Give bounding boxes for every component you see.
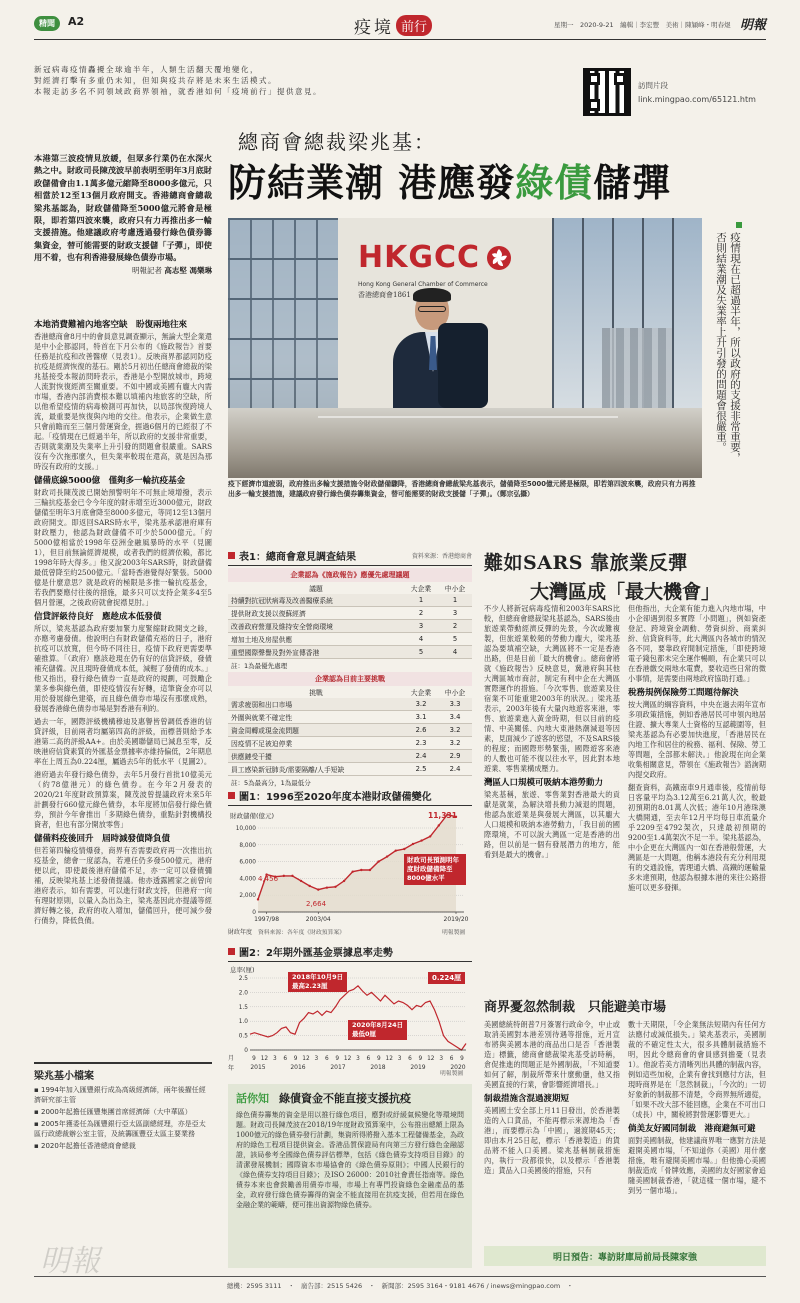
x-tick-label: 1997/98 (254, 916, 280, 923)
data-point (369, 869, 371, 871)
right-column-a (484, 604, 620, 994)
axis-unit-label: 財政儲備(億元) (230, 812, 275, 820)
y-tick-label: 1.0 (238, 1019, 248, 1026)
paragraph: 按大灣區的綱容資料，中央在過去兩年宣布多項政策措施，例如香港居民可申領內地居住證、擴大專業人士資格的互認範圍等，但梁兆基認為有必要加快進度，「香港居民在內地工作和居住的稅務、福利、保險、勞工等問題，全部都未解決。」他說現在向企業收集相關意見，帶領在《施政報告》諮詢期內提交政府。 (628, 700, 766, 779)
intro-line: 新冠病毒疫情轟擾全球逾半年，人類生活翻天覆地變化， (34, 65, 259, 74)
paragraph: 財政司長陳茂波已開始預警明年不可無止境增撥，表示三輪抗疫基金已令今年度的財赤增至近3000億元，財政儲備至明年3月底會降至8000多億元，等同12至13個月政府開支。即返回SARS時水平，梁兆基承認港府庫有財政壓力，他認為財政儲備不可少於5000億元。「約5000億相當於1998年亞洲金融風暴時的水平（見圖1），但目前無論經濟規模，或者我們的經濟依賴，都比1998年時大得多。」他又說2003年SARS時，財政儲備最低曾降至約2500億元。「當時香港覺得好緊張。5000億是什麼意思？就是政府的極限是多推一輪抗疫基金，若我們要應付往後的措施，最多只可以支持企業多4至5個月營運，之後政府就會捉襟見肘。」 (34, 488, 212, 607)
month-tick-label: 9 (460, 1056, 464, 1062)
photo-caption: 疫下經濟市道疲弱，政府推出多輪支援措施令財政儲備驟降，香港總商會總裁梁兆基表示，儲備降至5000億元將是極限，即若第四波來襲，政府只有力再推出多一輪支援措施，建議政府發行綠色債券籌集資金，替可能需要的財政支援儲「子彈」。（鄭宗弘攝） (228, 480, 696, 498)
data-label: 4,456 (258, 875, 279, 883)
data-point (412, 843, 414, 845)
y-tick-label: 2.0 (238, 990, 248, 997)
byline-label: 明報記者 (131, 265, 162, 275)
month-tick-label: 3 (356, 1056, 360, 1062)
data-label: 11,331 (428, 811, 457, 820)
paragraph: 美國國土安全部上月11日發出，於香港製造的入口貨品，不能再標示來源地為「香港」，而要標示為「中國」，過渡期45天；即由本月25日起，標示「香港製造」的貨品將不能入口美國。梁兆基稱制裁措施內，執行一段都很快，以及標示「香港製造」貨品入口美國後的措施，只有 (484, 1106, 620, 1175)
right-column-d (628, 1020, 766, 1242)
end-callout: 0.224厘 (428, 972, 465, 984)
column-header: 中小企 (444, 689, 466, 697)
table-row: 提供財政支援以復蘇經濟 2 3 (228, 607, 472, 620)
paragraph: 香港總商會8月中的會員意見調查顯示，無論大型企業還是中小企都認同，特首在下月公布的《施政報告》首要任務是抗疫和改善醫療（見表1）。反映商界都認同防疫抗疫是經濟恢復的基石。剛於5月初出任總商會總裁的梁兆基接受本報訪問時表示，香港是小型開放城市，跨境人流對恢復經濟至關重要。不如中國或美國有龐大內需市場，香港內部消費根本難以填補內地旅客的空缺，所以他希望疫情的病毒檢測可再加快，以局部恢復跨境人流，最重要是恢復與內地的交往。他表示，企業做生意只會前瞻而至三個月營運資金，捱過6個月的已經很了不起。「疫情現在已經過半年，所以政府的支援非常重要，否則就業潮及失業率上升引發的問題會很嚴重。SARS沒有今次拖那麼久，但失業率較現在還高，就是因為那時沒有政府的支援。」 (34, 332, 212, 471)
data-label: 2,664 (306, 900, 327, 908)
right-column-b (628, 604, 766, 994)
headline-part-c: 儲彈 (593, 160, 672, 205)
headline-part-a: 防結業潮 港應發 (228, 160, 516, 205)
table-1-subtitle: 企業認為目前主要挑戰 (228, 672, 472, 686)
month-tick-label: 12 (385, 1056, 393, 1062)
column-header: 挑戰 (309, 689, 323, 697)
figure-credit: 明報製圖 (442, 930, 466, 936)
right-headline (484, 548, 766, 604)
page-meta: 星期一 2020-9-21 編輯｜李宏豐 美術｜陳穎峰・明春煜 (554, 21, 731, 29)
byline-names: 高志堅 馮樂琳 (164, 265, 212, 275)
month-tick-label: 6 (366, 1056, 371, 1062)
data-point (420, 839, 422, 841)
month-tick-label: 12 (427, 1056, 435, 1062)
peak-callout: 2018年10月9日 最高2.23厘 (288, 972, 347, 992)
month-tick-label: 3 (439, 1056, 444, 1062)
data-point (429, 835, 431, 837)
y-tick-label: 6,000 (239, 859, 256, 866)
year-tick-label: 2020 (450, 1064, 466, 1071)
section-badge: 精聞 (34, 16, 60, 31)
table-1-challenges (228, 686, 472, 776)
subhead: 儲備底線5000億 僅夠多一輪抗疫基金 (34, 476, 186, 486)
x-axis-year-label: 年 (228, 1065, 235, 1072)
table-note: 註：5為最高分，1為最低分 (231, 779, 311, 787)
month-tick-label: 3 (272, 1056, 277, 1062)
x-tick-label: 2003/04 (305, 916, 331, 923)
figure-credit: 明報製圖 (440, 1071, 464, 1076)
month-tick-label: 6 (449, 1056, 454, 1062)
data-point (300, 880, 302, 882)
page-footer (34, 1276, 766, 1290)
page-number: A2 (68, 15, 85, 28)
figure-source: 資料來源：各年度《財政預算案》 (258, 930, 345, 936)
lead-paragraph (34, 152, 212, 277)
paragraph: 美國總統特朗普7月簽署行政命令，中止或取消美國對本港差別待遇等措施，近月宣布將與美國本港的商品出口是否「香港製造」標籤，總商會總裁梁兆基受訪時稱，倉促推進的問題正是外國制裁，「不知道要如何了解，制裁所帶來什麼動盪，他又指美國直接的行業，會影響經濟增長。」 (484, 1020, 620, 1089)
intro-blurb (34, 64, 454, 97)
tomorrow-banner (484, 1246, 766, 1266)
month-tick-label: 12 (302, 1056, 310, 1062)
paragraph: 過去一年，國際評級機構穆迪及惠譽皆曾調低香港的信貸評級，目前兩者均屬第四高的評級，而標普則給予本港第二高的評級AA+。由於美國聯儲局已減息至零，反映港府信貸素質的外匯基金票據率亦維持偏低，2年期息率在上周五為0.224厘，屬過去5年的低水平（見圖2）。 (34, 717, 212, 766)
figure-1 (228, 788, 472, 938)
right-column-c (484, 1020, 620, 1242)
y-tick-label: 2.5 (238, 976, 248, 982)
paragraph: 數十天期限，「令企業無法短期內有任何方法應付或減低損失。」梁兆基表示，美國制裁的不確定性太大，很多具體制裁措施不明，因此令總商會的會員感到擔憂（見表1）。他說若美方清晰列出具體的制裁內容，例如這些加稅，企業有會找到應付方法，但現時商界是在「忽然制裁」，「今次的」一切好象新的制裁都不清楚，令商界無所適從，「如果不改大部不能回應，企業在不可出口（成長）中，關稅將對營運影響更大。」 (628, 1020, 766, 1119)
table-1 (228, 548, 472, 789)
table-row: 供應鏈受干擾 2.4 2.9 (228, 750, 472, 763)
y-tick-label: 2,000 (239, 893, 256, 900)
table-row: 重塑國際聲譽及對外宣傳香港 5 4 (228, 646, 472, 659)
tomorrow-text: 明日預告：專訪財庫局前局長陳家強 (552, 1252, 697, 1263)
headline-highlight: 綠債 (515, 160, 594, 205)
page-header (34, 10, 766, 40)
profile-item: ▪ 2020年起擔任香港總商會總裁 (34, 1142, 136, 1150)
data-point (386, 855, 388, 857)
sidebar-box (228, 1084, 472, 1268)
paragraph: 梁兆基稱，旅遊、零售業對香港最大的貢獻是就業，為解決增長動力減退的問題，他認為旅遊業是與發展大灣區，以其龐大人口規模和吸納本港勞動力，「我目前的國際環境，不可以說大灣區一定是香港的出路，但以前是一個有發展潛力的地方，能看到是最大的機會。」 (484, 790, 620, 859)
y-tick-label: 10,000 (235, 826, 256, 832)
year-tick-label: 2019 (410, 1064, 426, 1071)
column-header: 大企業 (410, 585, 432, 593)
subhead: 倘美友好國同制裁 港商避無可避 (628, 1124, 756, 1134)
y-tick-label: 1.5 (238, 1004, 248, 1011)
profile-title: 梁兆基小檔案 (34, 1071, 94, 1082)
data-point (334, 886, 336, 888)
square-icon (228, 792, 235, 799)
column-header: 大企業 (410, 689, 432, 697)
data-point (291, 875, 293, 877)
y-tick-label: 8,000 (239, 842, 256, 849)
data-point (257, 898, 259, 900)
table-row: 改善政府營運及維持安全營商環境 3 2 (228, 620, 472, 633)
year-tick-label: 2017 (330, 1064, 346, 1071)
x-axis-label: 財政年度 (228, 929, 253, 936)
square-icon (228, 948, 235, 955)
month-tick-label: 9 (335, 1056, 340, 1062)
logo-text: HKGCC (358, 240, 481, 275)
table-row: 持續對抗冠狀病毒及改善醫療系統 1 1 (228, 594, 472, 607)
data-point (395, 849, 397, 851)
paragraph: 港府過去年發行綠色債券，去年5月發行首批10億美元（約78億港元）的綠色債券。在今年2月發表的2020/21年度財政預算案，陳茂波曾提議政府未來5年計劃發行660億元綠色債券，本年度將加倍發行綠色債券，預計今年會推出「多期綠色債券，重點針對機構投資者，但也有部分開放零售」 (34, 770, 212, 829)
x-axis-month-label: 月 (228, 1055, 235, 1062)
sidebar-title: 綠債資金不能直接支援抗疫 (279, 1092, 411, 1105)
month-tick-label: 6 (408, 1056, 412, 1062)
subhead: 本地消費難補內地客空缺 盼復兩地往來 (34, 320, 188, 330)
lead-text: 本港第三波疫情見放緩，但眾多行業仍在水深火熱之中。財政司長陳茂波早前表明至明年3月底財政儲備會由1.1萬多億元縮降至8000多億元，只相當於12至13個月政府開支。香港總商會總裁梁兆基認為，財政儲備降至5000億元將會是極限，即若第四波來襲，政府只有力再推出多一輪支援措施。他建議政府考慮透過發行綠色債券籌集資金，替可能需要的財政支援儲「子彈」，即使用不着，也有利香港發展綠色債券市場。 (34, 153, 212, 263)
figure-1-title: 圖1：1996至2020年度本港財政儲備變化 (239, 792, 432, 803)
data-point (308, 885, 310, 887)
column-header: 議題 (309, 585, 323, 593)
pull-quote-text: 疫情現在已超過半年，所以政府的支援非常重要，否則結業潮及失業率上升引發的問題會很嚴重。 (715, 232, 741, 463)
left-column (34, 316, 212, 1056)
data-point (438, 824, 440, 826)
table-1-source: 資料來源：香港總商會 (411, 553, 472, 560)
y-tick-label: 0 (252, 910, 256, 916)
right-headline-1: 難如SARS 靠旅業反彈 (484, 552, 688, 574)
month-tick-label: 6 (283, 1056, 288, 1062)
table-row: 因疫情不足被迫停業 2.3 3.2 (228, 737, 472, 750)
subhead: 稅務規例保險勞工問題待解決 (628, 688, 739, 698)
y-tick-label: 0.5 (238, 1033, 248, 1040)
figure-2 (228, 944, 472, 1074)
paragraph: 所以，梁兆基認為政府要加緊力度緊縮財政開支之餘，亦應考慮發債。他說明白有財政儲備充裕的日子，港府抗疫可以放寬，但今時不同往日，疫情下政府更需要準確推算。「（政府）應該趁現在仍有好的信貸評級，發債補充儲備。況且現時發債成本低，減輕了發債的成本。」他又指出，發行綠色債券一直是政府的規劃，可鼓勵企業多參與綠色債，即使疫情沒有好轉，這筆資金亦可以用於發展綠色建築，而且綠色債券市場沒有那麼成熟，發展香港綠色債券市場是對香港有利的。 (34, 624, 212, 713)
table-row: 增加土地及房屋供應 4 5 (228, 633, 472, 646)
data-point (283, 875, 285, 877)
headline-main (228, 152, 671, 207)
month-tick-label: 12 (260, 1056, 269, 1062)
qr-code[interactable] (583, 68, 631, 116)
data-point (317, 888, 319, 890)
paragraph: 但若第四輪疫情爆發，商界有否需要政府再一次推出抗疫基金，總會一度認為，若連任仍多發500億元，港府便以此，即使最後港府儲備不足，亦一定可以發債彌補，反映梁兆基上述發債提議。他亦透露國家之前曾向港府表示，如有需要，可以進行財政支持，但港府一向有理財原則，以量入為出為主，梁兆基因此亦提議等經濟好轉之後，政府的收入增加，儲備回升，便可減少發行債券，降低負債。 (34, 846, 212, 925)
masthead: 明報 (739, 18, 766, 33)
profile-box (34, 1062, 212, 1279)
section-title (354, 10, 432, 40)
right-subheadline: 商界憂忽然制裁 只能避美市場 (484, 1000, 667, 1015)
section-title-b: 前行 (396, 15, 432, 36)
subhead: 灣區人口規模可吸納本港勞動力 (484, 778, 604, 788)
table-row: 外圍與就業不確定性 3.1 3.4 (228, 711, 472, 724)
figure-2-title: 圖2：2年期外匯基金票據息率走勢 (239, 948, 393, 959)
data-point (343, 880, 345, 882)
logo-en: Hong Kong General Chamber of Commerce (358, 281, 488, 288)
paragraph: 翻查資料，高鐵南車9月通車後，疫情前每日客量平均為3.12萬至6.21萬人次，較最初預期的8.01萬人次低；港年10月港珠澳大橋開通，至去年12月平均每日車流量介乎2209至4792架次，只達最初預期的9200至1.4萬架次不足一半。梁兆基認為，中小企更在大灣區內一如在香港般營運，大灣區是一大問題，他稱本港段有充分利用現有的交通設施，需理通大橋、高鐵的運輸量多未達預期，他認為根據本港的來往公路措施可以更多發揮。 (628, 783, 766, 892)
footer-text: 總機：2595 3111 ・ 廣告部：2515 5426 ・ 新聞部：2595 3164・9181 4676 / inews@mingpao.com ・ (226, 1282, 574, 1290)
y-tick-label: 0 (244, 1048, 248, 1054)
intro-line: 對經濟打擊有多重仍未知，但知與疫共存將是未來生活模式。 (34, 76, 277, 85)
intro-line: 本報走訪多名不同領域政商界領袖，就香港如何「疫境前行」提供意見。 (34, 87, 322, 96)
signature-watermark: 明報 (40, 1244, 100, 1279)
data-point (403, 848, 405, 850)
month-tick-label: 9 (418, 1056, 423, 1062)
month-tick-label: 3 (314, 1056, 319, 1062)
section-title-a: 疫境 (354, 17, 394, 38)
promo-label: 訪問片段 (638, 81, 668, 90)
month-tick-label: 6 (324, 1056, 329, 1062)
table-row: 員工感染新冠肺炎/需要隔離/人手短缺 2.5 2.4 (228, 763, 472, 776)
profile-item: ▪ 2005年獲委任為匯豐銀行亞太區副總經理，亦是亞太區行政總裁辦公室主管，及統籌匯豐亞太區主要業務 (34, 1120, 206, 1138)
bauhinia-icon (486, 245, 512, 271)
pull-quote (710, 222, 770, 472)
month-tick-label: 9 (376, 1056, 381, 1062)
table-note: 註：1為最優先處理 (231, 662, 288, 670)
data-point (377, 860, 379, 862)
sidebar-label: 話你知 (236, 1092, 269, 1105)
paragraph: 不少人將新冠病毒疫情和2003年SARS比較，但總商會總裁梁兆基認為，SARS後由旅遊業帶動經濟反彈的先景，今次或難複製，但旅遊業較頻的勞動力龐大，梁兆基認為要填補空缺，大灣區將不一定是香港出路，但是目前「最大的機會」。總商會將就《施政報告》反映意見，冀港府與其他大灣區城市商討，制定有利中企在大灣區實際運作的措施。「今次零售、旅遊業及住宿業不可能重建2003年的狀況。」梁兆基表示，2003年後有大量內地遊客來港，零售、旅遊業進入黃金時期，但以目前的疫情、中美關係、內地大東港熱潮減退等因素，見面減少了遊客的慾望，不及SARS後的程度；而國際形勢緊張，國際遊客來港的人數也可能不復以往水平，因此對本地遊業、零售業構成壓力。 (484, 604, 620, 773)
square-icon (228, 552, 235, 559)
data-point (351, 870, 353, 872)
y-tick-label: 4,000 (239, 876, 256, 883)
year-tick-label: 2016 (290, 1064, 306, 1071)
month-tick-label: 12 (343, 1056, 352, 1062)
table-1-subtitle: 企業認為《施政報告》應優先處理議題 (228, 568, 472, 582)
promo-link[interactable]: link.mingpao.com/65121.htm (638, 95, 756, 104)
table-row: 需求疲弱和出口市場 3.2 3.3 (228, 698, 472, 711)
headline-kicker: 總商會總裁梁兆基： (238, 130, 436, 154)
sidebar-text: 綠色債券籌集的資金是用以推行綠色項目，應對或紓緩氣候變化等環境問題。財政司長陳茂波在2018/19年度財政預算案中，公布推出總額上限為1000億元的綠色債券發行計劃，集資所得將撥入基本工程儲備基金，為政府的綠色工程項目提供資金。香港品質保證局有向第三方發行綠色金融認證，該局參考全國綠色債券評估標準，包括《綠色債券支持項目目錄》的清潔發展機制；國際資本市場協會的《綠色債券原則》；中國人民銀行的《綠色債券支持項目目錄》；及ISO 26000：2010社會責任指南等。綠色債券本來也會鼓勵善用債券市場，市場上有專門投資綠色金融產品的基金，政府發行綠色債券籌得的資金不能直接用在抗疫支援，但若用在綠色金融企業的範疇，便可推出資源物綠色債券。 (236, 1111, 464, 1209)
subhead: 儲備料疫後回升 屆時減發債降負債 (34, 834, 171, 844)
figure-1-callout: 財政司長預測明年度財政儲備降至8000億水平 (404, 854, 466, 885)
subhead: 信貸評級待良好 應趁成本低發債 (34, 612, 162, 622)
table-1-priorities (228, 582, 472, 659)
month-tick-label: 9 (293, 1056, 298, 1062)
table-row: 資金周轉或現金流問題 2.6 3.2 (228, 724, 472, 737)
year-tick-label: 2015 (250, 1064, 266, 1071)
column-header: 中小企 (444, 585, 466, 593)
paragraph: 面對美國制裁，他建議商界唯一應對方法是避開美國市場，「不知道你（美國）用什麼措施，唯有避開美國市場。」但他擔心美國制裁造成「骨牌效應，美國的友好國家會追隨美國制裁香港，「就這樣一個市場，避不到另一個市場」。 (628, 1136, 766, 1195)
profile-item: ▪ 2000年起擔任匯豐集團首席經濟師（大中華區） (34, 1108, 192, 1116)
year-tick-label: 2018 (370, 1064, 386, 1071)
x-tick-label: 2019/20 (443, 916, 469, 923)
main-photo (228, 218, 702, 478)
month-tick-label: 9 (252, 1056, 256, 1062)
logo-zh: 香港總商會1861 (358, 291, 411, 299)
promo (638, 80, 756, 104)
right-headline-2: 大灣區成「最大機會」 (529, 581, 720, 603)
data-point (326, 886, 328, 888)
subhead: 制裁措施含混過渡期短 (484, 1094, 570, 1104)
paragraph: 但他指出，大企業有能力進入內地市場，中小企卻遇到很多實際「小問題」，例如資產登記、跨境資金調動、勞資糾紛、商業糾紛、信貸資料等，此大灣區內各城市的情況各不同，要靠政府間制定措施，「即使跨境電子錢包都未完全運作暢順，有企業只可以在香港繳交兩地水電費，要收這些日常的微小事情，是需要由兩地政府協助打通。」 (628, 604, 766, 683)
data-point (360, 869, 362, 871)
table-1-title: 表1：總商會意見調查結果 (239, 552, 356, 563)
low-callout: 2020年8月24日 最低0厘 (348, 1020, 407, 1040)
axis-unit-label: 息率(厘) (230, 966, 255, 974)
profile-item: ▪ 1994年加入匯豐銀行成為高級經濟師，兩年後擢任經濟研究部主管 (34, 1086, 206, 1104)
month-tick-label: 3 (397, 1056, 402, 1062)
